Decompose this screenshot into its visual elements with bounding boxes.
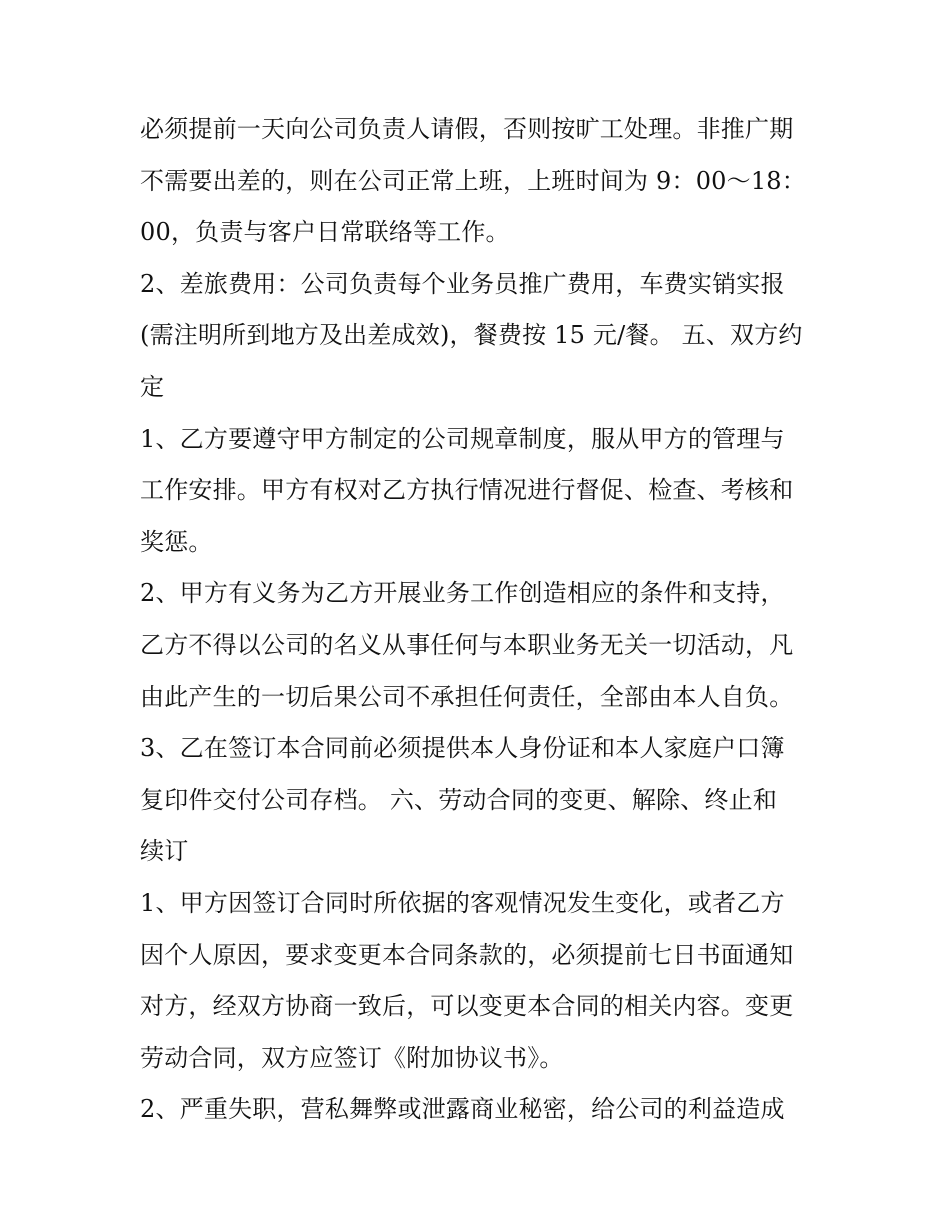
document-body	[140, 104, 820, 1136]
text-line: 1、乙方要遵守甲方制定的公司规章制度，服从甲方的管理与	[140, 424, 785, 453]
text-line: 因个人原因，要求变更本合同条款的，必须提前七日书面通知	[140, 940, 794, 969]
text-line: 劳动合同，双方应签订《附加协议书》。	[140, 1043, 564, 1072]
text-line: 2、严重失职，营私舞弊或泄露商业秘密，给公司的利益造成	[140, 1095, 785, 1124]
text-line: 1、甲方因签订合同时所依据的客观情况发生变化，或者乙方	[140, 888, 785, 917]
text-line: 由此产生的一切后果公司不承担任何责任，全部由本人自负。	[140, 682, 794, 711]
text-line: 2、甲方有义务为乙方开展业务工作创造相应的条件和支持，	[140, 579, 785, 608]
text-line: 必须提前一天向公司负责人请假，否则按旷工处理。非推广期	[140, 115, 794, 143]
text-line: 定	[140, 372, 165, 401]
text-line: 不需要出差的，则在公司正常上班，上班时间为 9：00～18：	[140, 166, 806, 195]
text-line: 00，负责与客户日常联络等工作。	[140, 218, 510, 247]
text-line: 对方，经双方协商一致后，可以变更本合同的相关内容。变更	[140, 992, 794, 1021]
text-line: 3、乙在签订本合同前必须提供本人身份证和本人家庭户口簿	[140, 734, 785, 763]
text-line: 工作安排。甲方有权对乙方执行情况进行督促、检查、考核和	[140, 476, 794, 505]
text-line: 奖惩。	[140, 527, 213, 556]
text-line: 乙方不得以公司的名义从事任何与本职业务无关一切活动，凡	[140, 630, 794, 659]
text-line: 复印件交付公司存档。 六、劳动合同的变更、解除、终止和	[140, 785, 778, 814]
text-line: (需注明所到地方及出差成效)，餐费按 15 元/餐。 五、双方约	[140, 321, 803, 350]
text-line: 续订	[140, 837, 189, 866]
text-line: 2、差旅费用：公司负责每个业务员推广费用，车费实销实报	[140, 269, 785, 298]
